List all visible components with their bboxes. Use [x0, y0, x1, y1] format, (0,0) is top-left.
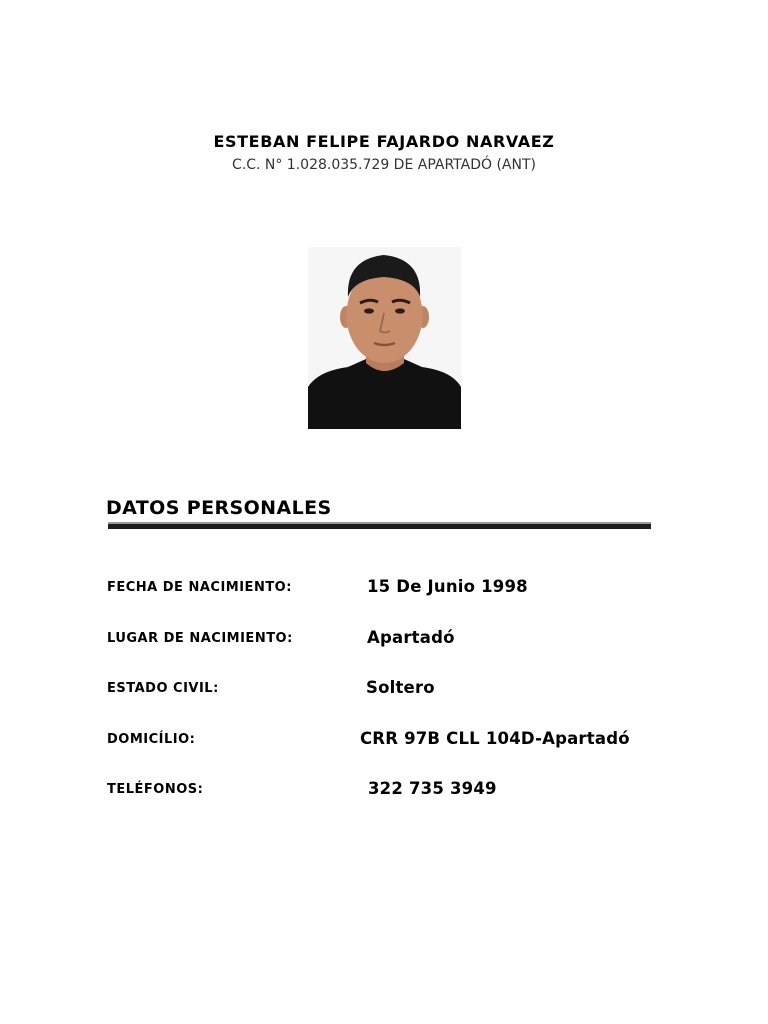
profile-photo-illustration	[308, 247, 461, 429]
label-birth-date: FECHA DE NACIMIENTO:	[107, 580, 292, 595]
candidate-name: ESTEBAN FELIPE FAJARDO NARVAEZ	[213, 132, 555, 151]
value-marital-status: Soltero	[366, 678, 435, 697]
label-phones: TELÉFONOS:	[107, 782, 204, 797]
value-address: CRR 97B CLL 104D-Apartadó	[360, 729, 630, 748]
label-address: DOMICÍLIO:	[107, 732, 196, 747]
label-birth-place: LUGAR DE NACIMIENTO:	[107, 631, 293, 646]
section-title-personal-data: DATOS PERSONALES	[106, 497, 332, 519]
id-number-line: C.C. N° 1.028.035.729 DE APARTADÓ (ANT)	[231, 157, 536, 173]
profile-photo	[308, 247, 461, 429]
section-divider-dark	[108, 524, 651, 529]
value-birth-date: 15 De Junio 1998	[367, 577, 528, 596]
value-phones: 322 735 3949	[368, 779, 497, 798]
label-marital-status: ESTADO CIVIL:	[107, 681, 219, 696]
value-birth-place: Apartadó	[367, 628, 455, 647]
